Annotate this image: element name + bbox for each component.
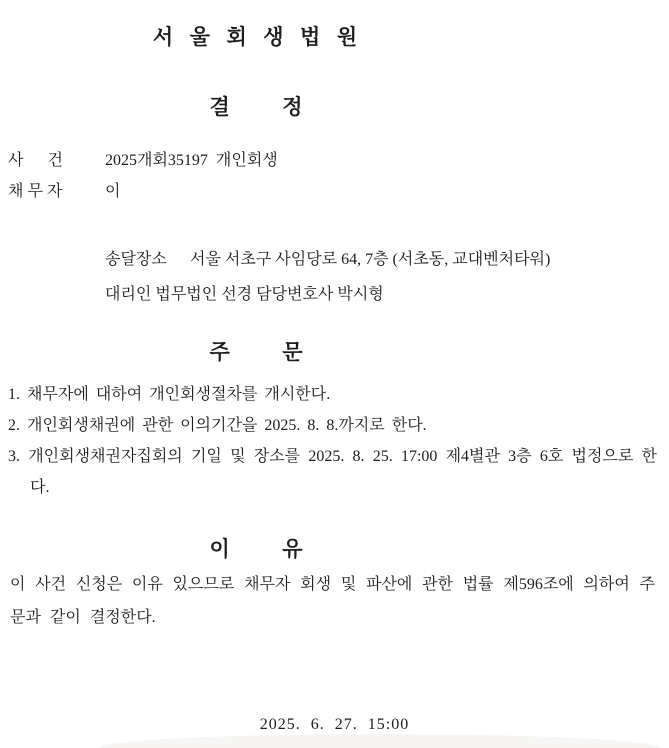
order-header-wrap [0, 339, 512, 365]
doc-title-wrap [0, 94, 512, 120]
attorney-line: 대리인 법무법인 선경 담당변호사 박시형 [105, 286, 384, 303]
page-bottom-scan-shadow [100, 734, 660, 748]
order-items [0, 379, 669, 503]
order-item-1: 1. 채무자에 대하여 개인회생절차를 개시한다. [8, 386, 331, 403]
reason-body: 이 사건 신청은 이유 있으므로 채무자 회생 및 파산에 관한 법률 제596조에 의하여 주문과 같이 결정한다. [10, 576, 655, 626]
service-address-label: 송달장소 [105, 251, 167, 268]
case-number-label: 사 건 [8, 152, 63, 169]
case-number-row [8, 145, 669, 176]
debtor-label: 채 무 자 [8, 183, 63, 200]
order-item-2: 2. 개인회생채권에 관한 이의기간을 2025. 8. 8.까지로 한다. [8, 417, 427, 434]
court-name-wrap [0, 24, 512, 50]
case-meta [0, 145, 669, 207]
order-section-header: 주 문 [209, 340, 303, 364]
court-name: 서 울 회 생 법 원 [152, 25, 360, 49]
service-address-value: 서울 서초구 사임당로 64, 7층 (서초동, 교대벤처타워) [190, 251, 551, 268]
debtor-row [8, 176, 669, 207]
order-item-3: 3. 개인회생채권자집회의 기일 및 장소를 2025. 8. 25. 17:00 제4별관 3층 6호 법정으로 한다. [8, 448, 657, 496]
reason-section-header: 이 유 [209, 537, 303, 561]
reason-header-wrap [0, 536, 512, 562]
decision-datetime: 2025. 6. 27. 15:00 [259, 716, 410, 733]
court-decision-document [0, 24, 669, 744]
document-title: 결 정 [209, 95, 303, 119]
service-address-row [105, 242, 669, 277]
case-number-value: 2025개회35197 개인회생 [105, 152, 278, 169]
party-details [0, 242, 669, 312]
debtor-value: 이 [105, 183, 121, 200]
